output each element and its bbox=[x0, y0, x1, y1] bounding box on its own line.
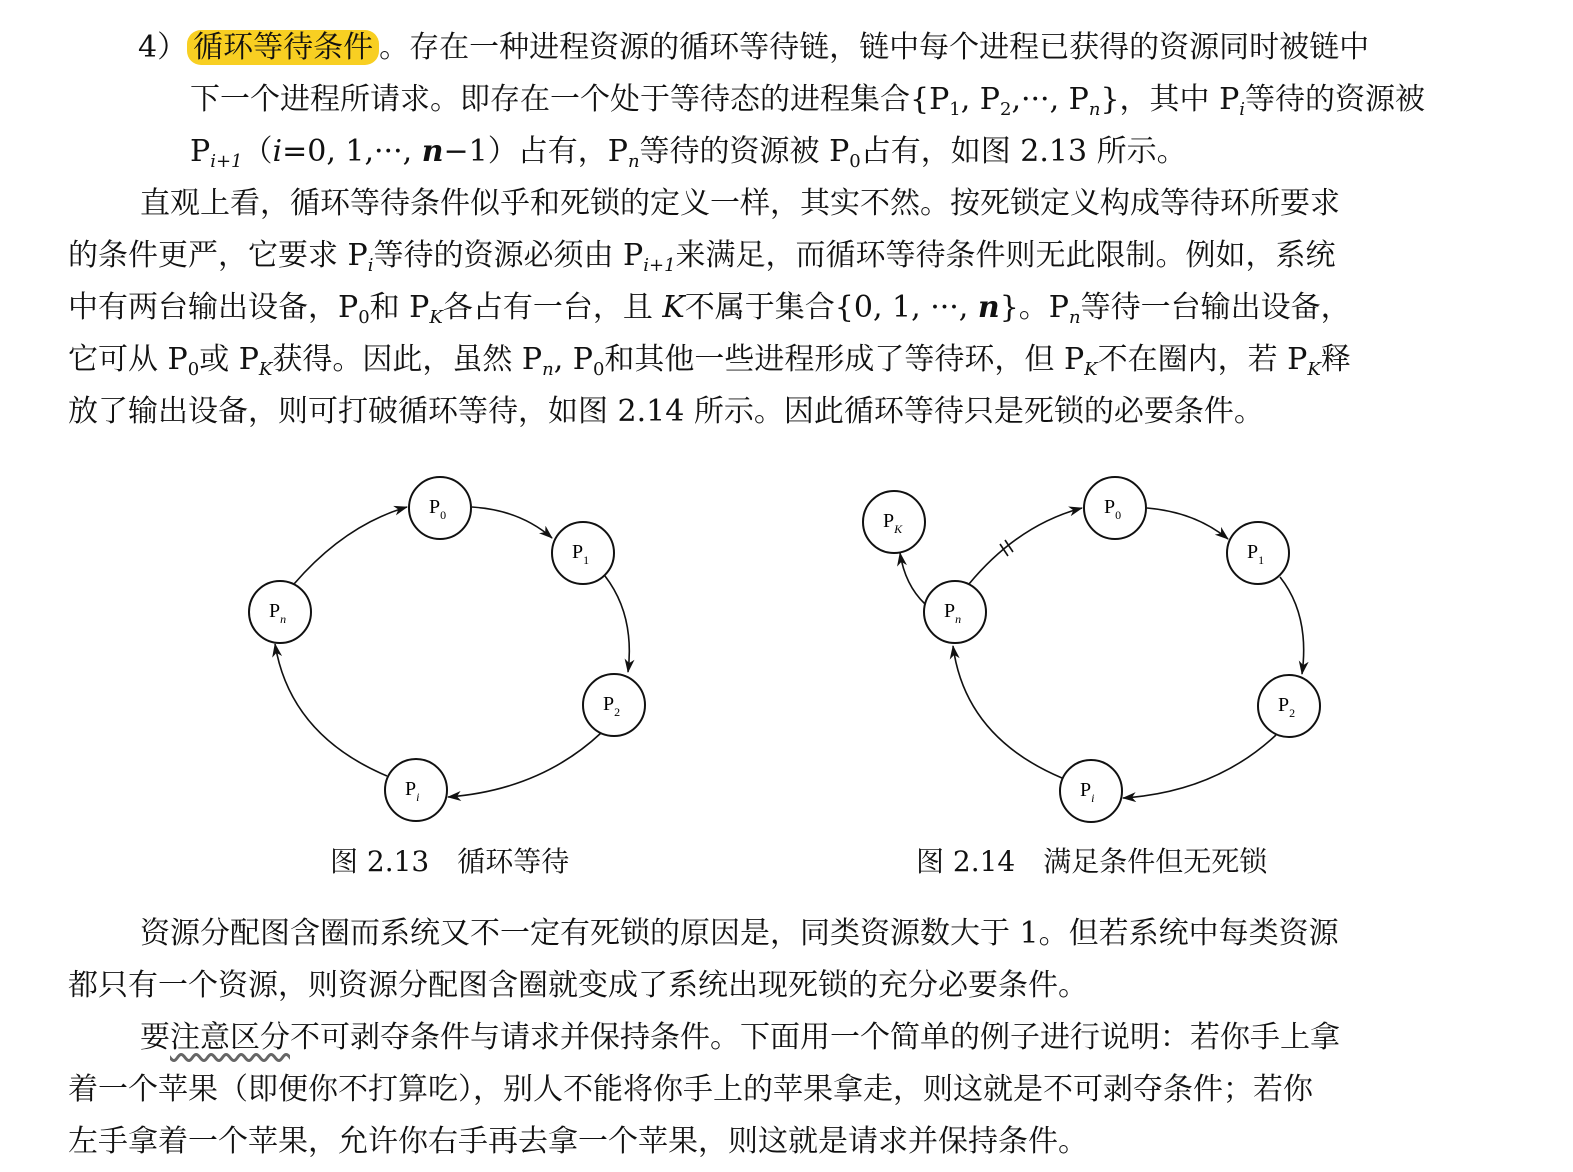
para1-line2: 下一个进程所请求。即存在一个处于等待态的进程集合{$P_1$, $P_2,\cdot\cdot\cdot$, $P_n$}，其中 $P_i$等待的资源被 bbox=[190, 82, 1426, 120]
figure-2-13-caption: 图 2.13 循环等待 bbox=[330, 845, 570, 878]
figure-2-14-caption: 图 2.14 满足条件但无死锁 bbox=[916, 845, 1268, 878]
figure-2-13-nodes bbox=[249, 477, 645, 821]
highlighted-term: 循环等待条件 bbox=[187, 30, 379, 65]
edge-p0-p1 bbox=[1147, 508, 1228, 539]
para2-line4: 它可从 $P_0$或 $P_K$获得。因此，虽然 $P_n$, $P_0$和其他一些进程形成了等待环，但 $P_K$不在圈内，若 $P_K$释 bbox=[68, 342, 1351, 380]
edge-p0-p1 bbox=[472, 507, 552, 538]
node-label: $P_i$ bbox=[1080, 779, 1095, 805]
edge-p2-pi bbox=[448, 733, 601, 797]
process-node-i bbox=[1060, 760, 1122, 822]
para2-line1: 直观上看，循环等待条件似乎和死锁的定义一样，其实不然。按死锁定义构成等待环所要求 bbox=[140, 186, 1340, 221]
node-label: $P_1$ bbox=[1247, 541, 1265, 567]
edge-p1-p2 bbox=[1280, 577, 1304, 674]
process-node-0 bbox=[409, 477, 471, 539]
edge-pn-pk bbox=[900, 553, 925, 604]
process-node-K bbox=[863, 491, 925, 553]
edge-p2-pi bbox=[1123, 735, 1276, 798]
process-node-n bbox=[924, 581, 986, 643]
para2-line2: 的条件更严，它要求 $P_i$等待的资源必须由 $P_{i+1}$来满足，而循环等待条件则无此限制。例如，系统 bbox=[68, 238, 1336, 276]
node-label: $P_n$ bbox=[944, 600, 962, 626]
node-label: $P_n$ bbox=[269, 600, 287, 626]
node-label: $P_K$ bbox=[883, 510, 903, 536]
edge-p1-p2 bbox=[605, 576, 629, 672]
process-node-1 bbox=[1227, 522, 1289, 584]
process-node-1 bbox=[552, 522, 614, 584]
node-label: $P_0$ bbox=[429, 496, 447, 522]
edge-pn-p0 bbox=[969, 508, 1082, 584]
figure-2-14-nodes bbox=[863, 477, 1320, 822]
para2-line3: 中有两台输出设备，$P_0$和 $P_K$各占有一台，且 K不属于集合{0, 1, ···, n}。$P_n$等待一台输出设备， bbox=[68, 290, 1351, 328]
edge-pi-pn bbox=[953, 646, 1062, 778]
para1-line3: $P_{i+1}(i=0$, 1,···, n−1）占有，$P_n$等待的资源被 $P_0$占有，如图 2.13 所示。 bbox=[190, 134, 1187, 172]
node-label: $P_2$ bbox=[603, 693, 621, 719]
process-node-n bbox=[249, 581, 311, 643]
item-number: 4） bbox=[138, 30, 188, 65]
para3-line2: 都只有一个资源，则资源分配图含圈就变成了系统出现死锁的充分必要条件。 bbox=[68, 968, 1088, 1003]
edge-pi-pn bbox=[275, 644, 387, 776]
para4-line1: 要注意区分不可剥夺条件与请求并保持条件。下面用一个简单的例子进行说明：若你手上拿 bbox=[140, 1020, 1340, 1055]
wavy-underlined-text: 注意区分 bbox=[170, 1020, 290, 1055]
process-node-i bbox=[385, 759, 447, 821]
process-node-2 bbox=[1258, 675, 1320, 737]
node-label: $P_i$ bbox=[405, 778, 420, 804]
node-label: $P_2$ bbox=[1278, 694, 1296, 720]
para1-line1: 4） 循环等待条件 。存在一种进程资源的循环等待链，链中每个进程已获得的资源同时被链中 bbox=[138, 30, 1370, 65]
process-node-0 bbox=[1084, 477, 1146, 539]
para4-line3: 左手拿着一个苹果，允许你右手再去拿一个苹果，则这就是请求并保持条件。 bbox=[68, 1124, 1088, 1159]
para3-line1: 资源分配图含圈而系统又不一定有死锁的原因是，同类资源数大于 1。但若系统中每类资源 bbox=[140, 916, 1339, 951]
para4-line2: 着一个苹果（即便你不打算吃），别人不能将你手上的苹果拿走，则这就是不可剥夺条件；若你 bbox=[68, 1072, 1313, 1107]
node-label: $P_1$ bbox=[572, 541, 590, 567]
process-node-2 bbox=[583, 674, 645, 736]
edge-pn-p0 bbox=[294, 507, 407, 584]
node-label: $P_0$ bbox=[1104, 496, 1122, 522]
para2-line5: 放了输出设备，则可打破循环等待，如图 2.14 所示。因此循环等待只是死锁的必要条件。 bbox=[68, 394, 1264, 429]
